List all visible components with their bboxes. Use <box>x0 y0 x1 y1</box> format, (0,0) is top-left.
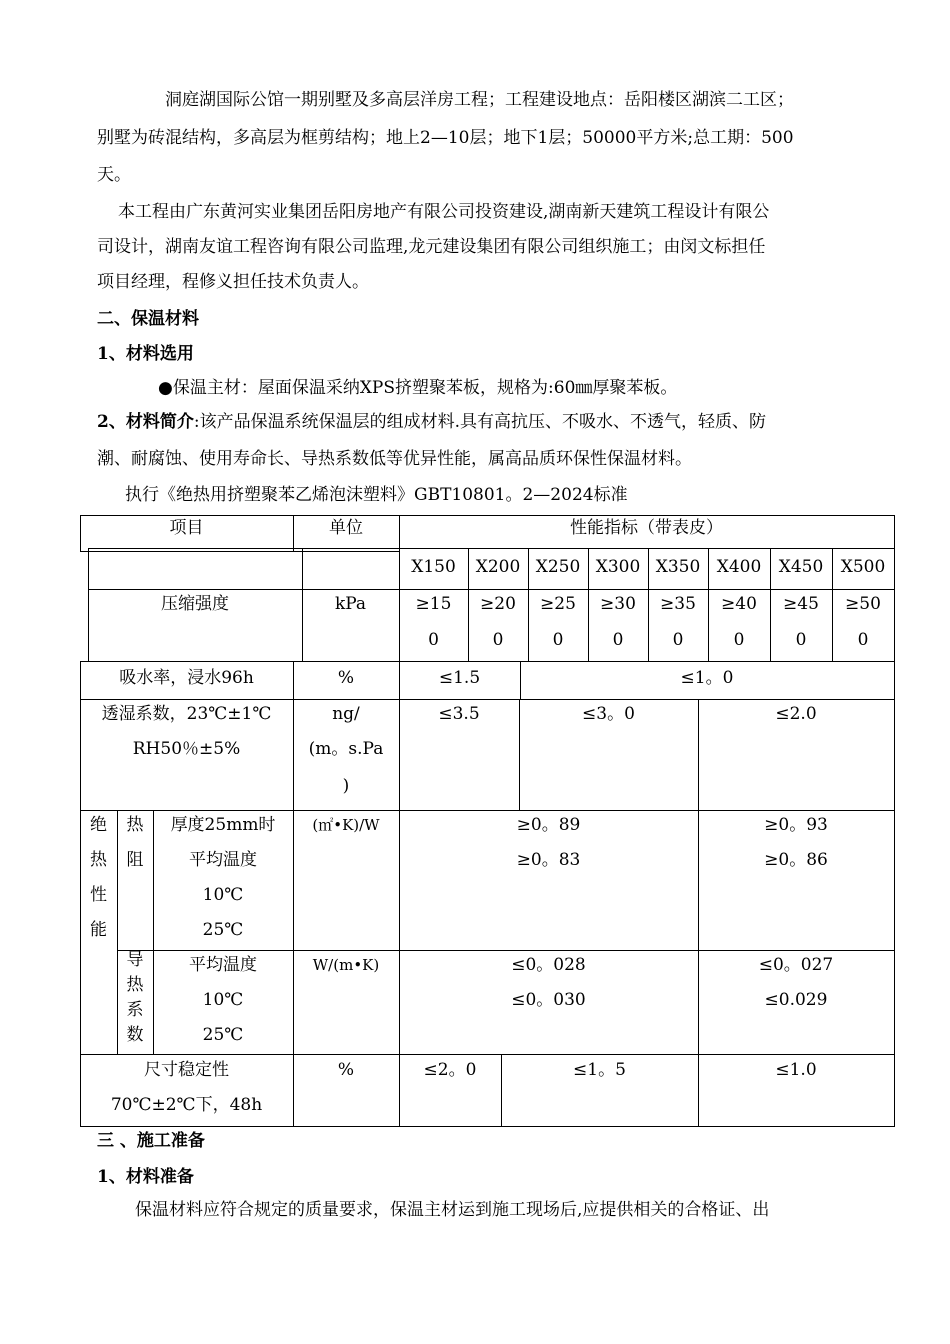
resistance-char: 阻 <box>126 850 144 870</box>
compress-value: ≥25 <box>540 594 576 614</box>
grade-label: X350 <box>655 557 701 577</box>
compress-value-cont: 0 <box>857 630 869 650</box>
compress-value-cont: 0 <box>672 630 684 650</box>
insul-group-char: 绝 <box>90 815 107 835</box>
resistance-label: 平均温度 <box>189 850 257 870</box>
grade-label: X250 <box>535 557 581 577</box>
intro-line: 本工程由广东黄河实业集团岳阳房地产有限公司投资建设,湖南新天建筑工程设计有限公 <box>118 202 770 222</box>
compress-value: ≥35 <box>660 594 696 614</box>
conductivity-value: ≤0。030 <box>511 990 586 1010</box>
vapor-value: ≤3。0 <box>582 704 635 724</box>
compress-value: ≥50 <box>845 594 881 614</box>
vapor-unit: (m。s.Pa <box>308 739 384 759</box>
dim-value: ≤1。5 <box>573 1060 626 1080</box>
conductivity-char: 数 <box>126 1025 144 1045</box>
conductivity-value: ≤0。027 <box>758 955 834 975</box>
compress-value: ≥45 <box>783 594 819 614</box>
grade-label: X500 <box>840 557 886 577</box>
subsection-heading: 2、材料简介 <box>97 412 194 432</box>
resistance-value: ≥0。89 <box>516 815 581 835</box>
dim-value: ≤1.0 <box>775 1060 817 1080</box>
intro-line: 天。 <box>97 165 131 185</box>
bullet-item: ●保温主材：屋面保温采纳XPS挤塑聚苯板，规格为:60㎜厚聚苯板。 <box>158 378 678 398</box>
water-unit: % <box>337 668 355 688</box>
vapor-unit: ) <box>342 776 350 796</box>
grade-label: X400 <box>716 557 762 577</box>
header-performance: 性能指标（带表皮） <box>570 518 723 538</box>
subsection-heading: 1、材料准备 <box>97 1167 194 1187</box>
conductivity-value: ≤0。028 <box>511 955 586 975</box>
grade-label: X200 <box>475 557 521 577</box>
conductivity-label: 10℃ <box>202 990 244 1010</box>
conductivity-unit: W/(m•K) <box>312 956 380 974</box>
intro-line: 别墅为砖混结构，多高层为框剪结构；地上2—10层；地下1层；50000平方米;总工期：500 <box>97 128 794 148</box>
resistance-value: ≥0。93 <box>764 815 828 835</box>
water-value: ≤1。0 <box>680 668 734 688</box>
vapor-label: RH50％±5% <box>132 739 241 759</box>
section3-text: 保温材料应符合规定的质量要求，保温主材运到施工现场后,应提供相关的合格证、出 <box>135 1200 770 1220</box>
insul-group-char: 能 <box>90 920 107 940</box>
compress-value: ≥30 <box>600 594 636 614</box>
intro-line: 洞庭湖国际公馆一期别墅及多高层洋房工程；工程建设地点：岳阳楼区湖滨二工区； <box>165 90 794 110</box>
material-intro <box>97 405 766 440</box>
header-item: 项目 <box>169 518 204 538</box>
water-value: ≤1.5 <box>438 668 481 688</box>
compress-value-cont: 0 <box>492 630 504 650</box>
vapor-value: ≤3.5 <box>438 704 480 724</box>
intro-line: 司设计，湖南友谊工程咨询有限公司监理,龙元建设集团有限公司组织施工；由闵文标担任 <box>97 237 766 257</box>
grade-label: X450 <box>778 557 824 577</box>
conductivity-char: 系 <box>126 1000 144 1020</box>
compress-value: ≥40 <box>721 594 757 614</box>
compress-unit: kPa <box>334 594 367 614</box>
conductivity-label: 平均温度 <box>189 955 257 975</box>
resistance-label: 25℃ <box>202 920 244 940</box>
dim-value: ≤2。0 <box>423 1060 477 1080</box>
resistance-unit: (㎡•K)/W <box>312 816 380 834</box>
grade-label: X300 <box>595 557 641 577</box>
dim-label: 尺寸稳定性 <box>144 1060 229 1080</box>
compress-value-cont: 0 <box>612 630 624 650</box>
subsection-heading: 1、材料选用 <box>97 344 194 364</box>
section-heading: 二、保温材料 <box>97 309 199 329</box>
conductivity-label: 25℃ <box>202 1025 244 1045</box>
resistance-label: 10℃ <box>202 885 244 905</box>
compress-value-cont: 0 <box>733 630 745 650</box>
compress-value: ≥20 <box>480 594 516 614</box>
material-intro-text: :该产品保温系统保温层的组成材料.具有高抗压、不吸水、不透气，轻质、防 <box>193 412 766 432</box>
compress-value-cont: 0 <box>428 630 439 650</box>
vapor-value: ≤2.0 <box>775 704 817 724</box>
compress-value-cont: 0 <box>552 630 564 650</box>
intro-line: 项目经理，程修义担任技术负责人。 <box>97 272 369 292</box>
header-unit: 单位 <box>329 518 363 538</box>
vapor-unit: ng/ <box>332 704 360 724</box>
conductivity-char: 导 <box>126 950 144 970</box>
insul-group-char: 热 <box>90 850 107 870</box>
section-heading: 三 、施工准备 <box>97 1131 205 1151</box>
resistance-label: 厚度25mm时 <box>170 815 276 835</box>
resistance-char: 热 <box>126 815 144 835</box>
vapor-label: 透湿系数，23℃±1℃ <box>101 704 272 724</box>
water-label: 吸水率，浸水96h <box>119 668 254 688</box>
conductivity-char: 热 <box>126 975 144 995</box>
dim-unit: % <box>337 1060 355 1080</box>
standard-line: 执行《绝热用挤塑聚苯乙烯泡沫塑料》GBT10801。2—2024标准 <box>125 485 628 505</box>
dim-label: 70℃±2℃下，48h <box>110 1095 263 1115</box>
compress-value: ≥15 <box>415 594 452 614</box>
insul-group-char: 性 <box>90 885 107 905</box>
compress-label: 压缩强度 <box>161 594 229 614</box>
compress-value-cont: 0 <box>795 630 807 650</box>
conductivity-value: ≤0.029 <box>764 990 828 1010</box>
grade-label: X150 <box>411 557 456 577</box>
resistance-value: ≥0。83 <box>516 850 581 870</box>
resistance-value: ≥0。86 <box>764 850 828 870</box>
material-intro-line: 潮、耐腐蚀、使用寿命长、导热系数低等优异性能，属高品质环保性保温材料。 <box>97 449 692 469</box>
